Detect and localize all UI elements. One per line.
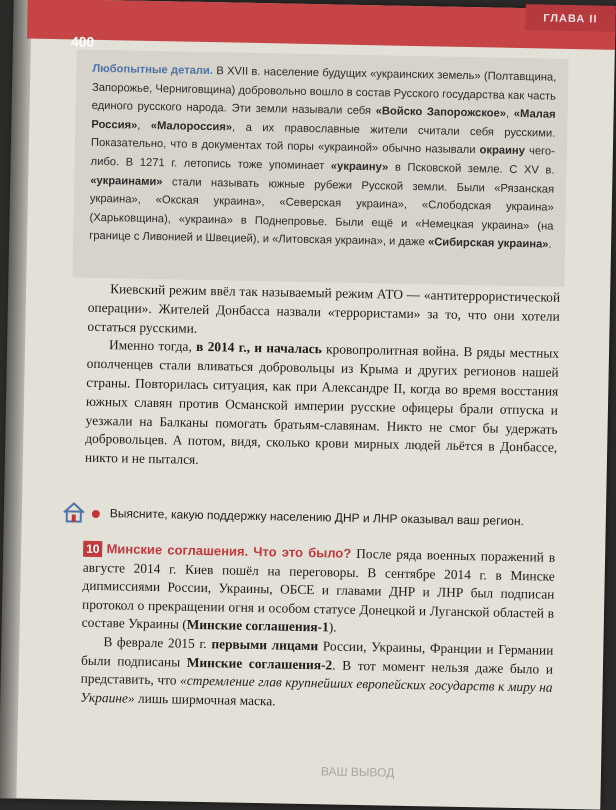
aside-text: , — [137, 119, 151, 132]
section-bold: Минские соглашения-1 — [186, 617, 329, 635]
section-number: 10 — [83, 541, 103, 557]
page-number: 400 — [70, 33, 95, 50]
section-text: ). — [328, 619, 337, 635]
section-text: России, Украины, Франции и Германии были подписаны — [80, 638, 554, 670]
aside-bold: «Войско Запорожское» — [375, 105, 507, 120]
section-bold: Минские соглашения-2 — [186, 654, 333, 673]
bleed-through-text: ВАШ ВЫВОД — [320, 764, 395, 780]
aside-bold: «Малая Россия» — [91, 108, 556, 132]
task-text: Выясните, какую поддержку населению ДНР и ЛНР оказывал ваш регион. — [109, 506, 525, 529]
aside-bold: «украинами» — [90, 174, 163, 188]
aside-bold: «Малороссия» — [150, 119, 233, 134]
section-italic: «стремление глав крупнейших европейских государств к миру на Украине» — [80, 672, 553, 706]
bullet-dot — [92, 510, 100, 518]
section-bold: первыми лицами — [211, 636, 319, 654]
curious-details-lead: Любопытные детали. — [92, 62, 214, 78]
aside-text: , а их православные жители считали себя русскими. Показательно, что в документах той поры «украиной» обычно называли — [90, 121, 556, 157]
section-text: . В тот момент нельзя даже было и представить, что — [80, 657, 554, 688]
section-text: лишь ширмочная маска. — [134, 690, 276, 709]
aside-bold: окраину — [479, 144, 526, 158]
chapter-tab: ГЛАВА II — [525, 4, 616, 32]
main-text-span: Именно тогда, — [108, 337, 197, 355]
section-title: Минские соглашения. Что это было? — [106, 541, 352, 561]
aside-text: чего-либо. В 1271 г. летопись тоже упоминает — [90, 145, 555, 173]
book-binding — [0, 0, 32, 798]
aside-text: в Псковской земле. С XV в. — [388, 161, 555, 177]
aside-text: стали называть южные рубежи Русской земли. Были «Рязанская украина», «Окская украина», «Северская украина», «Слободская украина» (Харьковщина), «украина» в Поднепровье. Были ещё и «Немецкая украина» (на границе с Ливонией и Швецией), и «Литовская украина», и даже — [89, 175, 555, 249]
section-text: После ряда военных поражений в августе 2014 г. Киев пошёл на переговоры. В сентябре 2014 г. в Минске дипмиссиями России, Украины, ОБСЕ и главами ДНР и ЛНР был подписан протокол о прекращении огня и особом статусе Донецкой и Луганской областей в составе Украины ( — [81, 545, 556, 633]
aside-text: В XVII в. население будущих «украинских земель» (Полтавщина, Запорожье, Черниговщина) добровольно вошло в состав Русского государства как часть единого русского народа. Эти земли называли себя — [91, 65, 557, 118]
aside-text: , — [505, 107, 514, 121]
aside-bold: «украину» — [330, 160, 389, 174]
aside-bold: «Сибирская украина» — [427, 236, 549, 251]
curious-details-box — [72, 49, 568, 286]
house-icon — [62, 501, 86, 523]
paragraph-war — [85, 336, 559, 477]
section-paragraph-2 — [80, 633, 553, 716]
main-text-span: кровопролитная война. В ряды местных ополченцев стали вливаться добровольцы из Крыма и других регионов нашей страны. Повторилась ситуация, как при Александре II, когда во время восстания южных славян против Османской империи русские офицеры брали отпуска и уезжали на Балканы помогать братьям-славянам. Никто не смог бы удержать добровольцев. А потом, видя, сколько крови мирных людей льётся в Донбассе, никто и не пытался. — [84, 341, 560, 468]
main-text — [85, 280, 561, 477]
section-text: В феврале 2015 г. — [103, 634, 212, 652]
section-minsk — [80, 540, 555, 716]
aside-text: . — [548, 238, 552, 251]
curious-details-text — [73, 49, 569, 254]
task-block — [56, 495, 567, 541]
main-bold: в 2014 г., и началась — [195, 339, 322, 357]
paragraph-ato: Киевский режим ввёл так называемый режим АТО — «антитеррористической операции». Жителей Донбасса назвали «террористами» за то, что они хотели остаться русскими. — [87, 281, 561, 336]
section-paragraph-1 — [82, 540, 556, 642]
